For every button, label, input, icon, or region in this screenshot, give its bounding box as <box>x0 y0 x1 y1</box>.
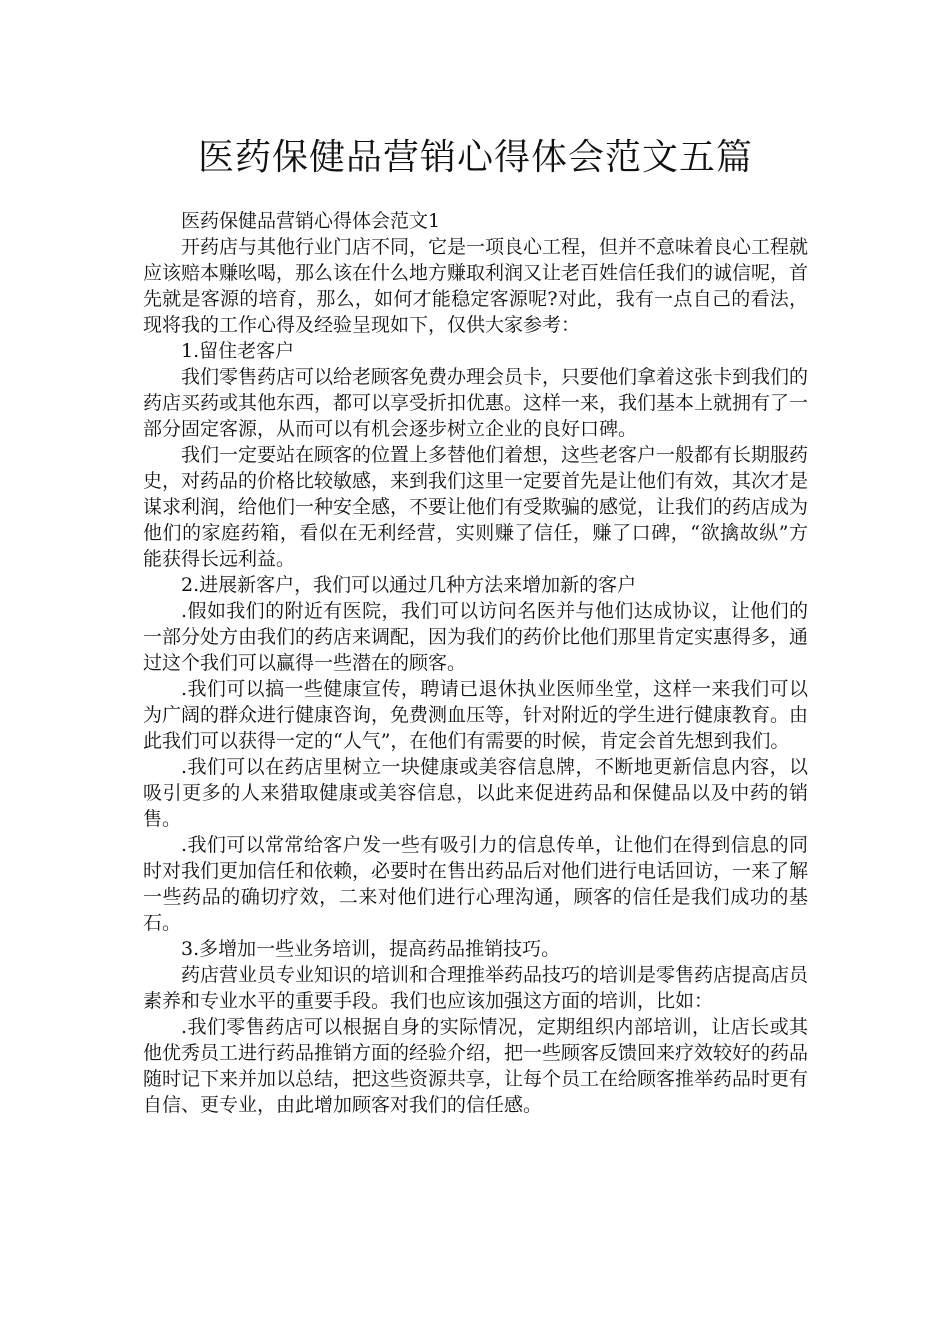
paragraph: 我们一定要站在顾客的位置上多替他们着想，这些老客户一般都有长期服药史，对药品的价格比较敏感，来到我们这里一定要首先是让他们有效，其次才是谋求利润，给他们一种安全感，不要让他们有受欺骗的感觉，让我们的药店成为他们的家庭药箱，看似在无利经营，实则赚了信任，赚了口碑，“欲擒故纵”方能获得长远利益。 <box>143 444 809 570</box>
section-heading-1: 医药保健品营销心得体会范文1 <box>181 210 441 232</box>
list-item: .我们可以常常给客户发一些有吸引力的信息传单，让他们在得到信息的同时对我们更加信任和依赖，必要时在售出药品后对他们进行电话回访，一来了解一些药品的确切疗效，二来对他们进行心理沟通，顾客的信任是我们成功的基石。 <box>143 834 809 934</box>
subheading-retain-customers: 1.留住老客户 <box>181 340 295 362</box>
list-item: .假如我们的附近有医院，我们可以访问名医并与他们达成协议，让他们的一部分处方由我们的药店来调配，因为我们的药价比他们那里肯定实惠得多，通过这个我们可以赢得一些潜在的顾客。 <box>143 600 809 674</box>
list-item: .我们可以搞一些健康宣传，聘请已退休执业医师坐堂，这样一来我们可以为广阔的群众进行健康咨询，免费测血压等，针对附近的学生进行健康教育。由此我们可以获得一定的“人气”，在他们有需要的时候，肯定会首先想到我们。 <box>143 678 809 752</box>
document-title: 医药保健品营销心得体会范文五篇 <box>197 137 753 178</box>
list-item: .我们可以在药店里树立一块健康或美容信息牌，不断地更新信息内容，以吸引更多的人来猎取健康或美容信息，以此来促进药品和保健品以及中药的销售。 <box>143 756 808 830</box>
subheading-training: 3.多增加一些业务培训，提高药品推销技巧。 <box>181 938 561 960</box>
paragraph: 我们零售药店可以给老顾客免费办理会员卡，只要他们拿着这张卡到我们的药店买药或其他东西，都可以享受折扣优惠。这样一来，我们基本上就拥有了一部分固定客源，从而可以有机会逐步树立企业的良好口碑。 <box>143 366 809 440</box>
list-item: .我们零售药店可以根据自身的实际情况，定期组织内部培训，让店长或其他优秀员工进行药品推销方面的经验介绍，把一些顾客反馈回来疗效较好的药品随时记下来并加以总结，把这些资源共享，让每个员工在给顾客推举药品时更有自信、更专业，由此增加顾客对我们的信任感。 <box>143 1016 809 1116</box>
paragraph: 开药店与其他行业门店不同，它是一项良心工程，但并不意味着良心工程就应该赔本赚吆喝，那么该在什么地方赚取利润又让老百姓信任我们的诚信呢，首先就是客源的培育，那么，如何才能稳定客源呢?对此，我有一点自己的看法，现将我的工作心得及经验呈现如下，仅供大家参考： <box>143 236 809 336</box>
paragraph: 药店营业员专业知识的培训和合理推举药品技巧的培训是零售药店提高店员素养和专业水平的重要手段。我们也应该加强这方面的培训，比如： <box>143 964 809 1012</box>
document-page <box>143 118 808 1118</box>
subheading-new-customers: 2.进展新客户，我们可以通过几种方法来增加新的客户 <box>181 574 637 596</box>
document-body <box>143 208 808 1118</box>
